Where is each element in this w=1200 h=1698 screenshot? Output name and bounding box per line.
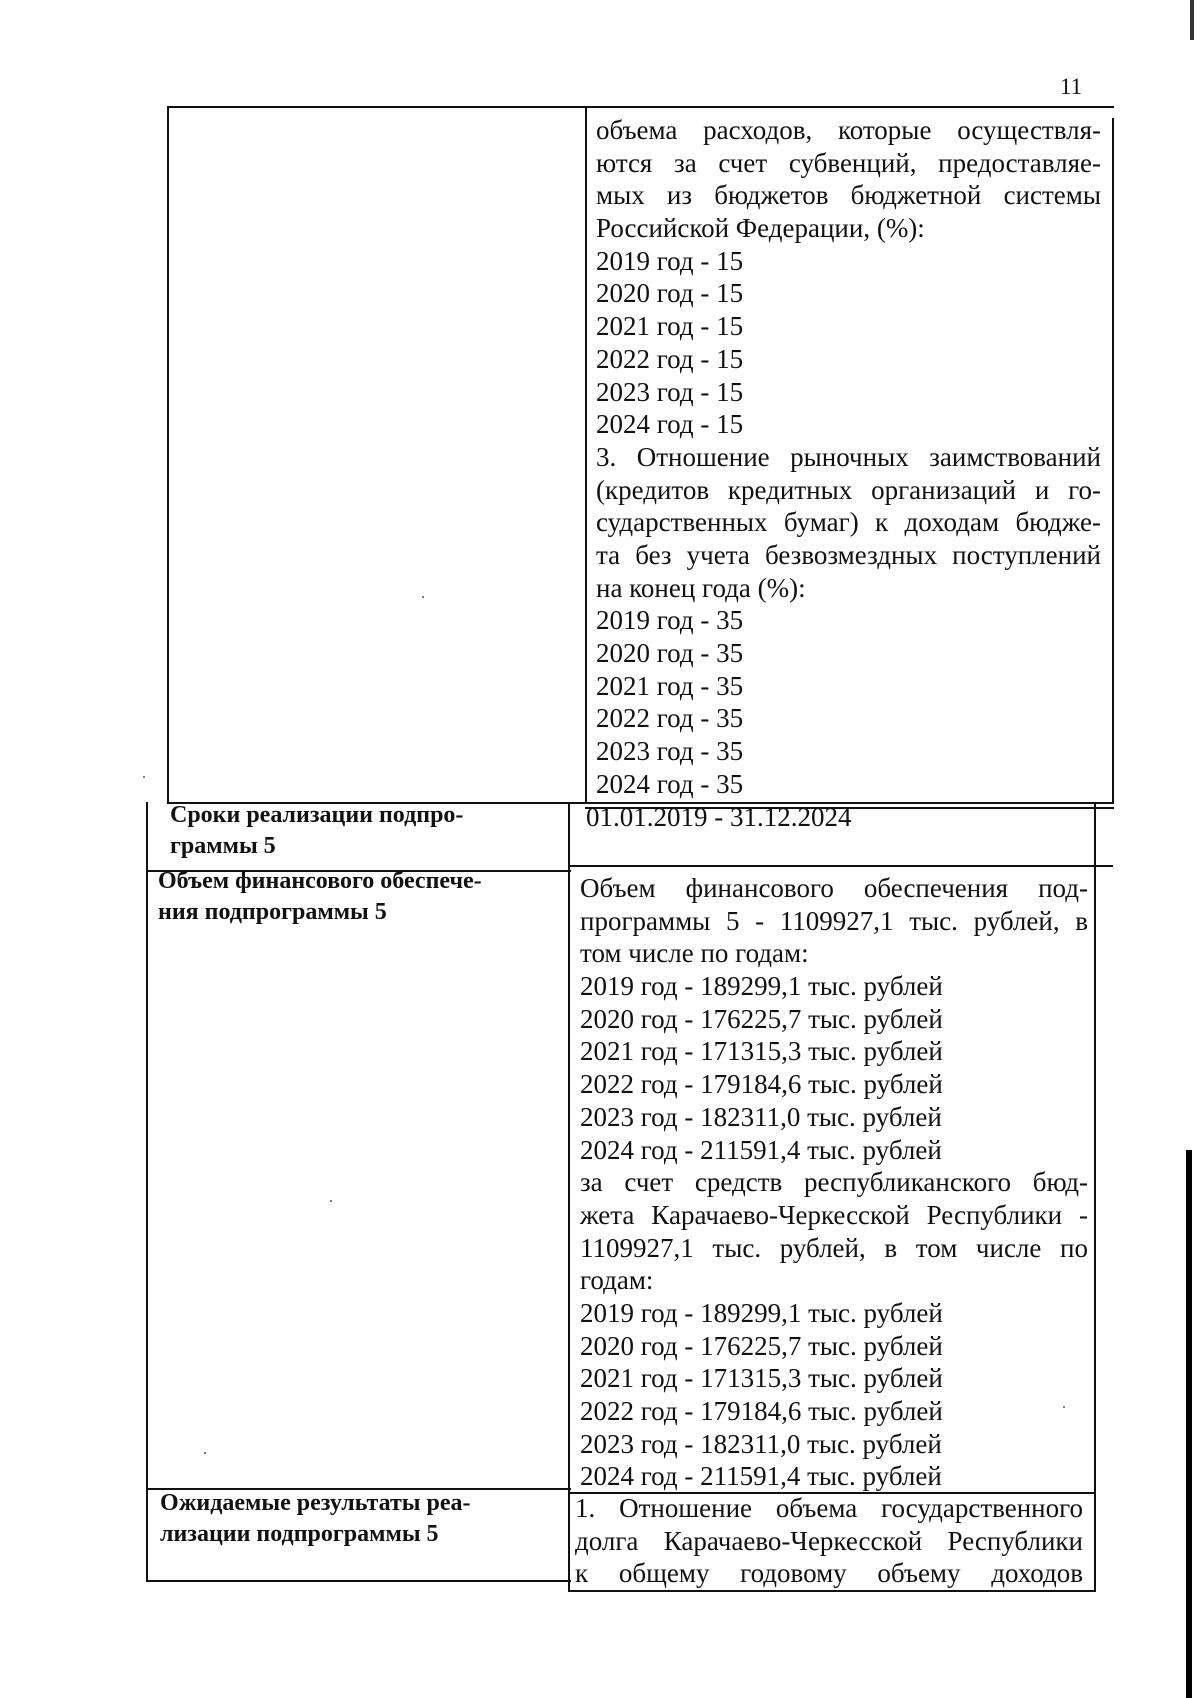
content-line: 2022 год - 15 [596, 343, 744, 374]
content-line: 2019 год - 189299,1 тыс. рублей [580, 971, 943, 1002]
content-line: 2024 год - 15 [596, 409, 744, 440]
content-line: том числе по годам: [580, 938, 809, 969]
row3-content [580, 872, 1088, 1493]
content-line: сударственных бумаг) к доходам бюдже- [596, 507, 1101, 538]
table-border-bottom-b [568, 1590, 1096, 1592]
row1-content [596, 114, 1101, 800]
content-line: 2022 год - 35 [596, 703, 744, 734]
row2-label-line: граммы 5 [170, 833, 276, 859]
content-line: 2022 год - 179184,6 тыс. рублей [580, 1069, 943, 1100]
table-border-middle-bottom [568, 802, 570, 1592]
content-line: та без учета безвозмездных поступлений [596, 539, 1101, 570]
scan-speck [143, 776, 145, 778]
scan-speck [204, 1452, 206, 1454]
row2-label-line: Сроки реализации подпро- [170, 802, 464, 828]
row4-label-line: Ожидаемые результаты реа- [160, 1490, 471, 1516]
content-line: долга Карачаево-Черкесской Республики [575, 1525, 1083, 1556]
content-line: Объем финансового обеспечения под- [580, 873, 1088, 903]
page-number: 11 [1060, 74, 1083, 99]
content-line: программы 5 - 1109927,1 тыс. рублей, в [580, 905, 1088, 936]
content-line: 2020 год - 15 [596, 278, 744, 309]
content-line: 2021 год - 171315,3 тыс. рублей [580, 1036, 943, 1067]
table-border-left-top [167, 106, 169, 802]
content-line: 2023 год - 35 [596, 736, 744, 767]
scan-edge-mark [1190, 0, 1194, 40]
content-line: на конец года (%): [596, 572, 806, 603]
content-line: объема расходов, которые осуществля- [596, 115, 1101, 145]
content-line: 1109927,1 тыс. рублей, в том числе по [580, 1232, 1088, 1263]
content-line: 3. Отношение рыночных заимствований [596, 441, 1101, 472]
table-border-middle-top [585, 106, 587, 802]
content-line: ются за счет субвенций, предоставляе- [596, 147, 1101, 178]
scan-speck [1063, 1406, 1065, 1408]
content-line: 2020 год - 35 [596, 638, 744, 668]
content-line: 2019 год - 35 [596, 605, 744, 636]
content-line: 2023 год - 15 [596, 376, 744, 407]
content-line: 2023 год - 182311,0 тыс. рублей [580, 1428, 942, 1459]
row2-content [586, 801, 1091, 834]
content-line: мых из бюджетов бюджетной системы [596, 180, 1101, 211]
row3-label-line: ния подпрограммы 5 [158, 899, 387, 925]
row-divider-2b [568, 865, 1113, 867]
row2-label [170, 800, 570, 862]
content-line: 2021 год - 171315,3 тыс. рублей [580, 1363, 943, 1394]
content-line: (кредитов кредитных организаций и го- [596, 474, 1101, 505]
scan-speck [330, 1200, 332, 1202]
content-line: к общему годовому объему доходов [575, 1558, 1083, 1589]
row4-content [575, 1492, 1083, 1590]
content-line: 1. Отношение объема государственного [575, 1493, 1083, 1523]
row4-label [160, 1488, 565, 1550]
content-line: 2021 год - 35 [596, 670, 744, 701]
content-line: 2024 год - 211591,4 тыс. рублей [580, 1461, 942, 1492]
content-line: 2022 год - 179184,6 тыс. рублей [580, 1396, 943, 1426]
content-line: 2020 год - 176225,7 тыс. рублей [580, 1003, 943, 1034]
table-border-right [1112, 118, 1114, 802]
table-border-left-bottom [146, 802, 148, 1582]
content-line: годам: [580, 1265, 654, 1296]
scan-speck [422, 596, 424, 598]
table-border-top [167, 106, 1114, 108]
scan-edge-mark [1186, 1150, 1192, 1698]
content-line: за счет средств республиканского бюд- [580, 1167, 1088, 1198]
row3-label [158, 866, 568, 928]
content-line: 2020 год - 176225,7 тыс. рублей [580, 1330, 943, 1361]
content-line: Российской Федерации, (%): [596, 213, 925, 244]
content-line: 2024 год - 35 [596, 768, 744, 799]
content-line: 2019 год - 189299,1 тыс. рублей [580, 1297, 943, 1328]
content-line: 2023 год - 182311,0 тыс. рублей [580, 1101, 942, 1132]
content-line: жета Карачаево-Черкесской Республики - [580, 1199, 1088, 1230]
content-line: 2024 год - 211591,4 тыс. рублей [580, 1134, 942, 1165]
table-border-bottom [146, 1580, 571, 1582]
row3-label-line: Объем финансового обеспече- [158, 868, 482, 894]
row4-label-line: лизации подпрограммы 5 [160, 1521, 439, 1547]
content-line: 2021 год - 15 [596, 311, 744, 342]
table-border-right-bottom [1094, 802, 1096, 1592]
content-line: 2019 год - 15 [596, 245, 744, 276]
content-line: 01.01.2019 - 31.12.2024 [586, 802, 852, 832]
